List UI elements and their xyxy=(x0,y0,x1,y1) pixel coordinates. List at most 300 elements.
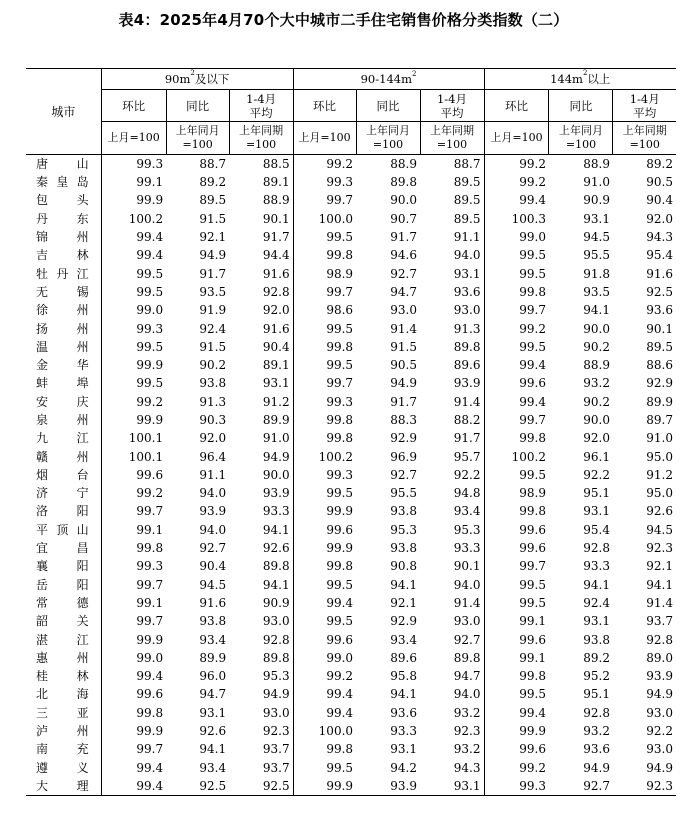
table-row xyxy=(26,612,676,630)
city-name: 遵义 xyxy=(26,759,101,777)
mom-header: 环比 xyxy=(293,90,356,122)
index-value: 99.9 xyxy=(293,777,356,796)
city-name: 韶关 xyxy=(26,612,101,630)
index-value: 93.9 xyxy=(420,374,484,392)
index-value: 100.2 xyxy=(511,449,546,464)
index-value: 93.8 xyxy=(199,376,227,391)
index-value: 99.8 xyxy=(519,669,546,684)
city-name: 蚌埠 xyxy=(26,374,101,392)
index-value: 88.9 xyxy=(390,157,417,171)
table-row xyxy=(26,466,676,484)
index-value: 99.3 xyxy=(136,321,164,336)
index-value: 94.1 xyxy=(583,577,610,592)
index-value: 96.1 xyxy=(583,449,610,464)
city-name: 南充 xyxy=(26,740,101,758)
index-value: 99.8 xyxy=(519,431,546,446)
index-value: 92.4 xyxy=(583,595,610,610)
avg-header: 1-4月 平均 xyxy=(613,90,676,122)
index-value: 99.1 xyxy=(136,522,164,537)
index-value: 95.5 xyxy=(390,486,417,501)
index-value: 89.2 xyxy=(646,157,673,171)
index-value: 99.7 xyxy=(326,376,354,391)
index-value: 99.4 xyxy=(136,669,164,684)
city-name: 安庆 xyxy=(26,393,101,411)
index-value: 88.9 xyxy=(583,157,610,171)
index-value: 94.9 xyxy=(199,248,227,263)
index-value: 99.3 xyxy=(484,777,549,796)
index-value: 93.1 xyxy=(420,264,484,282)
index-value: 92.8 xyxy=(583,541,610,556)
index-value: 90.9 xyxy=(229,594,293,612)
index-value: 99.5 xyxy=(326,760,354,775)
index-value: 99.5 xyxy=(519,687,546,702)
table-row xyxy=(26,777,676,796)
index-value: 93.8 xyxy=(199,614,227,629)
city-name: 三亚 xyxy=(26,704,101,722)
index-value: 91.8 xyxy=(583,266,610,281)
index-value: 91.6 xyxy=(646,266,673,281)
index-value: 96.4 xyxy=(199,449,227,464)
index-value: 89.1 xyxy=(229,356,293,374)
index-value: 95.5 xyxy=(583,248,610,263)
table-row xyxy=(26,264,676,282)
index-value: 99.7 xyxy=(519,303,546,318)
index-value: 99.5 xyxy=(326,486,354,501)
index-value: 92.3 xyxy=(229,722,293,740)
table-row xyxy=(26,557,676,575)
index-value: 90.3 xyxy=(199,413,227,427)
index-value: 100.2 xyxy=(128,211,164,226)
index-value: 94.5 xyxy=(199,577,227,592)
index-value: 99.8 xyxy=(519,504,546,519)
mom-base: 上月=100 xyxy=(293,122,356,155)
index-value: 99.3 xyxy=(136,157,164,171)
index-value: 92.3 xyxy=(646,541,673,556)
index-value: 99.3 xyxy=(326,394,354,409)
index-value: 99.8 xyxy=(519,284,546,299)
table-row xyxy=(26,502,676,520)
index-value: 99.0 xyxy=(326,650,354,665)
index-value: 92.7 xyxy=(420,630,484,648)
city-name: 湛江 xyxy=(26,630,101,648)
index-value: 99.7 xyxy=(326,193,354,208)
index-value: 99.8 xyxy=(136,705,164,720)
city-name: 平顶山 xyxy=(26,521,101,539)
index-value: 93.1 xyxy=(583,504,610,519)
avg-header: 1-4月 平均 xyxy=(229,90,293,122)
index-value: 100.2 xyxy=(318,449,354,464)
index-value: 94.0 xyxy=(420,685,484,703)
index-value: 95.3 xyxy=(229,667,293,685)
index-value: 91.1 xyxy=(420,228,484,246)
index-value: 99.3 xyxy=(326,467,354,482)
index-value: 91.6 xyxy=(229,319,293,337)
index-value: 90.0 xyxy=(229,466,293,484)
table-row xyxy=(26,722,676,740)
index-value: 100.1 xyxy=(128,431,164,446)
table-row xyxy=(26,685,676,703)
mom-header: 环比 xyxy=(101,90,166,122)
index-value: 99.9 xyxy=(136,358,164,373)
table-row xyxy=(26,356,676,374)
index-value: 93.0 xyxy=(646,742,673,757)
table-title: 表4：2025年4月70个大中城市二手住宅销售价格分类指数（二） xyxy=(118,11,569,29)
index-value: 100.0 xyxy=(318,724,354,739)
index-value: 99.1 xyxy=(136,175,164,190)
index-value: 88.2 xyxy=(420,411,484,429)
index-value: 99.7 xyxy=(519,559,546,574)
index-value: 92.7 xyxy=(549,777,613,796)
table-row xyxy=(26,667,676,685)
index-value: 91.0 xyxy=(229,429,293,447)
index-value: 94.6 xyxy=(390,248,417,263)
table-header xyxy=(26,69,676,155)
index-value: 89.6 xyxy=(390,650,417,665)
index-value: 99.6 xyxy=(519,632,546,647)
group-header-large: $144m^2$以上 xyxy=(484,69,676,90)
index-value: 94.9 xyxy=(390,376,417,391)
index-value: 99.5 xyxy=(519,467,546,482)
index-value: 93.0 xyxy=(229,612,293,630)
index-value: 99.8 xyxy=(326,431,354,446)
index-value: 93.0 xyxy=(390,303,417,318)
index-value: 93.5 xyxy=(199,284,227,299)
index-value: 99.3 xyxy=(136,559,164,574)
table-row xyxy=(26,283,676,301)
index-value: 90.1 xyxy=(646,321,673,336)
index-value: 93.2 xyxy=(583,724,610,739)
index-value: 99.7 xyxy=(136,614,164,629)
index-value: 89.5 xyxy=(420,210,484,228)
avg-base: 上年同期 =100 xyxy=(229,122,293,155)
index-value: 99.5 xyxy=(519,266,546,281)
city-name: 泸州 xyxy=(26,722,101,740)
index-value: 90.5 xyxy=(646,175,673,190)
table-row xyxy=(26,319,676,337)
index-value: 90.4 xyxy=(646,193,673,208)
index-value: 90.2 xyxy=(199,358,227,373)
index-value: 91.0 xyxy=(583,175,610,190)
index-value: 93.7 xyxy=(229,740,293,758)
index-value: 89.8 xyxy=(420,338,484,356)
city-name: 烟台 xyxy=(26,466,101,484)
index-value: 95.3 xyxy=(420,521,484,539)
index-value: 93.2 xyxy=(583,376,610,391)
index-value: 99.7 xyxy=(136,504,164,519)
index-value: 89.0 xyxy=(646,650,673,665)
index-value: 93.0 xyxy=(229,704,293,722)
index-value: 89.8 xyxy=(229,557,293,575)
city-column-header: 城市 xyxy=(26,69,101,155)
index-value: 94.1 xyxy=(229,576,293,594)
index-value: 99.4 xyxy=(136,230,164,245)
index-value: 94.0 xyxy=(420,576,484,594)
index-value: 94.9 xyxy=(229,685,293,703)
index-value: 90.2 xyxy=(583,339,610,354)
index-value: 88.7 xyxy=(420,155,484,174)
index-value: 99.8 xyxy=(326,559,354,574)
city-name: 九江 xyxy=(26,429,101,447)
index-value: 99.5 xyxy=(326,321,354,336)
table-row xyxy=(26,630,676,648)
index-value: 93.7 xyxy=(646,614,673,629)
index-value: 90.4 xyxy=(199,559,227,574)
index-value: 99.6 xyxy=(519,522,546,537)
index-value: 92.7 xyxy=(199,541,227,556)
index-value: 98.9 xyxy=(326,266,354,281)
index-value: 91.4 xyxy=(390,321,417,336)
index-value: 91.7 xyxy=(199,266,227,281)
yoy-header: 同比 xyxy=(166,90,229,122)
yoy-header: 同比 xyxy=(549,90,613,122)
index-value: 94.3 xyxy=(420,759,484,777)
index-value: 99.7 xyxy=(326,284,354,299)
index-value: 93.6 xyxy=(583,742,610,757)
index-value: 89.8 xyxy=(229,649,293,667)
city-name: 赣州 xyxy=(26,447,101,465)
index-value: 95.7 xyxy=(420,447,484,465)
index-value: 92.7 xyxy=(390,266,417,281)
index-value: 99.2 xyxy=(519,157,546,171)
table-row xyxy=(26,447,676,465)
index-value: 99.2 xyxy=(136,394,164,409)
index-value: 99.4 xyxy=(326,595,354,610)
index-value: 92.3 xyxy=(420,722,484,740)
index-value: 99.6 xyxy=(326,632,354,647)
city-name: 济宁 xyxy=(26,484,101,502)
index-value: 99.8 xyxy=(326,248,354,263)
index-value: 89.1 xyxy=(229,173,293,191)
table-row xyxy=(26,173,676,191)
index-value: 92.9 xyxy=(390,614,417,629)
index-value: 99.9 xyxy=(136,193,164,208)
index-value: 99.2 xyxy=(519,321,546,336)
index-value: 99.4 xyxy=(101,777,166,796)
index-value: 99.0 xyxy=(519,230,546,245)
index-value: 99.8 xyxy=(326,413,354,427)
index-value: 89.9 xyxy=(199,650,227,665)
index-value: 99.2 xyxy=(519,760,546,775)
index-value: 92.2 xyxy=(583,467,610,482)
index-value: 99.4 xyxy=(326,687,354,702)
index-value: 92.8 xyxy=(583,705,610,720)
index-value: 99.5 xyxy=(136,266,164,281)
index-value: 93.0 xyxy=(420,301,484,319)
index-value: 94.5 xyxy=(646,522,673,537)
index-value: 99.6 xyxy=(519,541,546,556)
index-value: 92.0 xyxy=(229,301,293,319)
index-value: 91.4 xyxy=(646,595,673,610)
city-name: 岳阳 xyxy=(26,576,101,594)
index-value: 92.5 xyxy=(646,284,673,299)
index-value: 93.3 xyxy=(583,559,610,574)
index-value: 99.1 xyxy=(136,595,164,610)
index-value: 96.0 xyxy=(199,669,227,684)
table-row xyxy=(26,301,676,319)
index-value: 99.8 xyxy=(326,742,354,757)
table-row xyxy=(26,191,676,209)
index-value: 91.7 xyxy=(229,228,293,246)
index-value: 99.7 xyxy=(136,577,164,592)
mom-base: 上月=100 xyxy=(484,122,549,155)
index-value: 93.2 xyxy=(420,740,484,758)
index-value: 90.1 xyxy=(229,210,293,228)
group-header-small: $90m^2$及以下 xyxy=(101,69,293,90)
index-value: 99.7 xyxy=(136,742,164,757)
index-value: 91.7 xyxy=(390,230,417,245)
index-value: 93.4 xyxy=(390,632,417,647)
index-value: 94.7 xyxy=(420,667,484,685)
index-value: 92.6 xyxy=(646,504,673,519)
table-row xyxy=(26,155,676,174)
table-row xyxy=(26,246,676,264)
index-value: 94.7 xyxy=(390,284,417,299)
index-value: 93.2 xyxy=(420,704,484,722)
index-value: 88.5 xyxy=(229,155,293,174)
table-row xyxy=(26,429,676,447)
index-value: 89.2 xyxy=(583,650,610,665)
index-value: 95.0 xyxy=(646,449,673,464)
index-value: 99.9 xyxy=(519,724,546,739)
index-value: 93.7 xyxy=(229,759,293,777)
index-value: 94.4 xyxy=(229,246,293,264)
index-value: 99.6 xyxy=(136,687,164,702)
index-value: 91.4 xyxy=(420,594,484,612)
index-value: 99.9 xyxy=(136,632,164,647)
index-value: 94.7 xyxy=(199,687,227,702)
table-row xyxy=(26,539,676,557)
index-value: 99.5 xyxy=(326,358,354,373)
city-name: 扬州 xyxy=(26,319,101,337)
city-name: 温州 xyxy=(26,338,101,356)
table-row xyxy=(26,649,676,667)
index-value: 99.4 xyxy=(136,760,164,775)
index-value: 99.6 xyxy=(519,376,546,391)
index-value: 95.0 xyxy=(646,486,673,501)
index-value: 99.2 xyxy=(519,175,546,190)
index-value: 93.9 xyxy=(199,504,227,519)
index-value: 94.1 xyxy=(390,687,417,702)
index-value: 99.4 xyxy=(519,394,546,409)
index-value: 90.0 xyxy=(583,413,610,427)
index-value: 90.7 xyxy=(390,211,417,226)
index-value: 93.1 xyxy=(583,211,610,226)
city-name: 锦州 xyxy=(26,228,101,246)
index-value: 92.0 xyxy=(583,431,610,446)
index-value: 94.1 xyxy=(199,742,227,757)
table-row xyxy=(26,374,676,392)
city-name: 襄阳 xyxy=(26,557,101,575)
index-value: 93.5 xyxy=(583,284,610,299)
index-value: 90.5 xyxy=(390,358,417,373)
index-value: 99.4 xyxy=(136,248,164,263)
index-value: 99.1 xyxy=(519,614,546,629)
index-value: 89.2 xyxy=(199,175,227,190)
index-value: 91.6 xyxy=(229,264,293,282)
index-value: 95.1 xyxy=(583,486,610,501)
table-row xyxy=(26,210,676,228)
city-name: 徐州 xyxy=(26,301,101,319)
index-value: 93.1 xyxy=(583,614,610,629)
index-value: 92.0 xyxy=(199,431,227,446)
table-row xyxy=(26,338,676,356)
index-value: 99.4 xyxy=(519,193,546,208)
index-value: 89.8 xyxy=(390,175,417,190)
avg-base: 上年同期 =100 xyxy=(613,122,676,155)
index-value: 94.0 xyxy=(199,522,227,537)
index-value: 89.5 xyxy=(420,173,484,191)
yoy-base: 上年同月 =100 xyxy=(166,122,229,155)
index-value: 99.8 xyxy=(136,541,164,556)
index-value: 99.2 xyxy=(326,157,354,171)
index-value: 95.3 xyxy=(390,522,417,537)
index-value: 91.5 xyxy=(199,211,227,226)
index-value: 94.9 xyxy=(229,447,293,465)
city-name: 常德 xyxy=(26,594,101,612)
mom-header: 环比 xyxy=(484,90,549,122)
index-value: 99.9 xyxy=(136,413,164,427)
index-value: 91.0 xyxy=(646,431,673,446)
table-row xyxy=(26,759,676,777)
index-value: 92.5 xyxy=(166,777,229,796)
city-name: 宜昌 xyxy=(26,539,101,557)
city-name: 泉州 xyxy=(26,411,101,429)
city-name: 牡丹江 xyxy=(26,264,101,282)
index-value: 92.1 xyxy=(646,559,673,574)
index-value: 91.2 xyxy=(229,393,293,411)
index-value: 93.8 xyxy=(583,632,610,647)
index-value: 92.9 xyxy=(390,431,417,446)
index-value: 92.6 xyxy=(229,539,293,557)
index-value: 99.5 xyxy=(326,577,354,592)
index-value: 94.8 xyxy=(420,484,484,502)
index-value: 90.4 xyxy=(229,338,293,356)
index-value: 99.5 xyxy=(519,595,546,610)
index-value: 89.5 xyxy=(646,339,673,354)
index-value: 93.1 xyxy=(199,705,227,720)
index-value: 92.9 xyxy=(646,376,673,391)
index-value: 95.4 xyxy=(646,248,673,263)
avg-base: 上年同期 =100 xyxy=(420,122,484,155)
index-value: 99.5 xyxy=(136,376,164,391)
index-value: 90.2 xyxy=(583,394,610,409)
table-row xyxy=(26,484,676,502)
index-value: 91.4 xyxy=(420,393,484,411)
city-name: 桂林 xyxy=(26,667,101,685)
index-value: 91.3 xyxy=(199,394,227,409)
index-value: 90.0 xyxy=(390,193,417,208)
index-value: 93.9 xyxy=(229,484,293,502)
table-body xyxy=(26,155,676,796)
index-value: 88.9 xyxy=(229,191,293,209)
index-value: 92.8 xyxy=(229,630,293,648)
index-value: 93.1 xyxy=(390,742,417,757)
index-value: 99.6 xyxy=(136,467,164,482)
city-name: 大理 xyxy=(26,777,101,796)
index-value: 93.0 xyxy=(420,612,484,630)
index-value: 94.0 xyxy=(199,486,227,501)
index-value: 99.5 xyxy=(519,248,546,263)
index-value: 92.8 xyxy=(229,283,293,301)
index-value: 88.3 xyxy=(390,413,417,427)
index-value: 94.1 xyxy=(229,521,293,539)
index-value: 99.5 xyxy=(136,339,164,354)
index-value: 94.0 xyxy=(420,246,484,264)
yoy-header: 同比 xyxy=(356,90,420,122)
index-value: 92.4 xyxy=(199,321,227,336)
index-value: 92.5 xyxy=(229,777,293,796)
city-name: 洛阳 xyxy=(26,502,101,520)
